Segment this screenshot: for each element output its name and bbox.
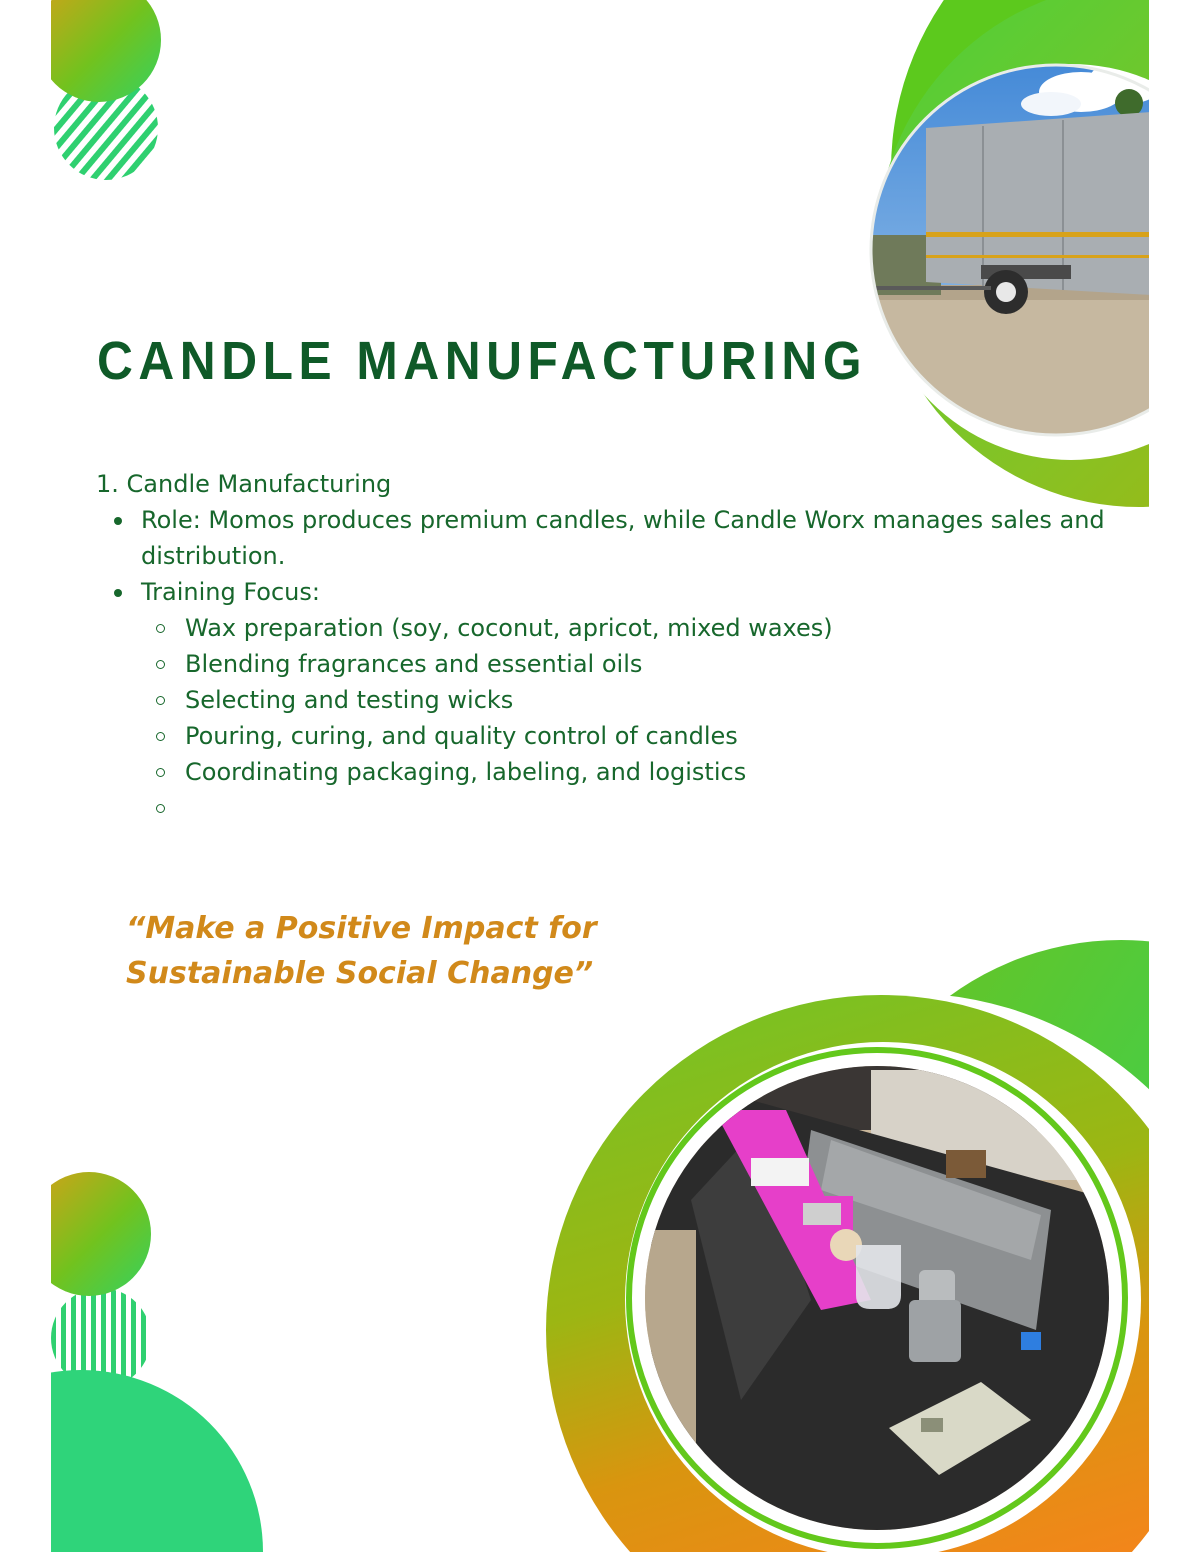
training-focus-list <box>141 610 1141 826</box>
quote-line-1: “Make a Positive Impact for <box>126 911 597 946</box>
page-title: CANDLE MANUFACTURING <box>97 331 867 391</box>
list-item: Coordinating packaging, labeling, and logistics <box>141 754 1141 790</box>
list-item: Wax preparation (soy, coconut, apricot, mixed waxes) <box>141 610 1141 646</box>
list-item: Pouring, curing, and quality control of candles <box>141 718 1141 754</box>
quote-line-2: Sustainable Social Change” <box>126 956 594 991</box>
list-item-training-focus <box>96 574 1141 826</box>
empty-list-item <box>141 790 1141 826</box>
list-item: Blending fragrances and essential oils <box>141 646 1141 682</box>
flyer-page <box>51 0 1149 1552</box>
list-item-role: Role: Momos produces premium candles, while Candle Worx manages sales and distribution. <box>96 502 1141 574</box>
content-section <box>96 466 1141 826</box>
main-list <box>96 502 1141 826</box>
section-heading: 1. Candle Manufacturing <box>96 470 392 498</box>
quote <box>126 906 686 996</box>
training-focus-label: Training Focus: <box>141 578 320 606</box>
trailer-photo <box>851 40 1149 485</box>
list-item: Selecting and testing wicks <box>141 682 1141 718</box>
